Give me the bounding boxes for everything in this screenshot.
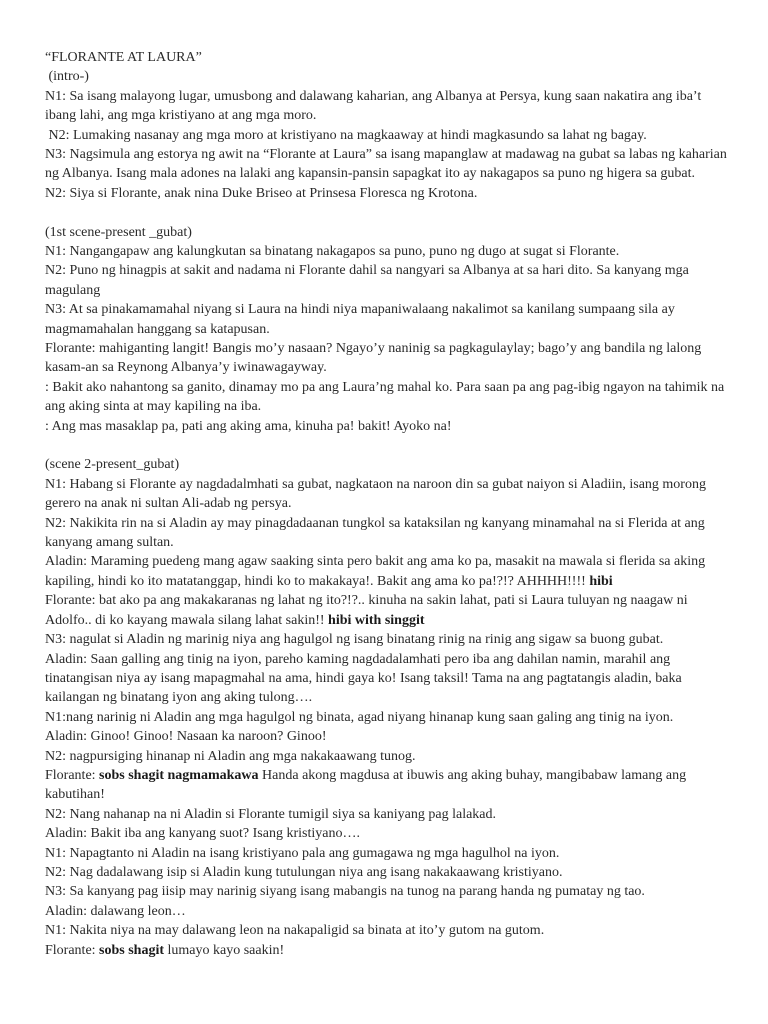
- spacer: [45, 203, 735, 222]
- stage-direction: hibi with singgit: [328, 612, 425, 628]
- scene2-line: N2: Nakikita rin na si Aladin ay may pinagdadaanan tungkol sa kataksilan ng kanyang minamahal na si Flerida at ang kanyang amang sultan.: [45, 515, 705, 551]
- scene1-label: (1st scene-present _gubat): [45, 224, 192, 240]
- scene2-line: [45, 552, 735, 591]
- dialogue-text: Handa akong magdusa at ibuwis ang aking buhay, mangibabaw lamang ang kabutihan!: [45, 767, 690, 803]
- scene2-line: N1: Nakita niya na may dalawang leon na nakapaligid sa binata at ito’y gutom na gutom.: [45, 923, 545, 939]
- scene1-line: Florante: mahiganting langit! Bangis mo’y nasaan? Ngayo’y naninig sa pagkagulaylay; bago’y ang bandila ng lalong kasam-an sa Reynong Albanya’y iwinawagayway.: [45, 341, 702, 376]
- scene2-line: N3: nagulat si Aladin ng marinig niya ang hagulgol ng isang binatang rinig na rinig ang sigaw sa buong gubat.: [45, 632, 664, 648]
- scene2-line: N3: Sa kanyang pag iisip may narinig siyang isang mabangis na tunog na parang handa ng pumatay ng tao.: [45, 884, 645, 900]
- speaker: Florante:: [45, 767, 100, 783]
- script-title: “FLORANTE AT LAURA”: [45, 50, 202, 65]
- scene2-line: Aladin: dalawang leon…: [45, 903, 186, 919]
- intro-label: (intro-): [45, 69, 89, 85]
- speaker: Florante:: [45, 942, 100, 958]
- scene2-line: N2: nagpursiging hinanap ni Aladin ang mga nakakaawang tunog.: [45, 748, 416, 764]
- stage-direction: sobs shagit nagmamakawa: [99, 767, 259, 783]
- scene2-line: N1:nang narinig ni Aladin ang mga hagulgol ng binata, agad niyang hinanap kung saan galing ang tinig na iyon.: [45, 709, 674, 725]
- scene1-line: : Bakit ako nahantong sa ganito, dinamay mo pa ang Laura’ng mahal ko. Para saan pa ang pag-ibig ngayon na tahimik na ang aking sinta at may kapiling na iba.: [45, 379, 725, 415]
- spacer: [45, 436, 735, 455]
- scene2-line: [45, 941, 735, 960]
- stage-direction: sobs shagit: [99, 942, 165, 958]
- scene2-line: N1: Napagtanto ni Aladin na isang kristiyano pala ang gumagawa ng mga hagulhol na iyon.: [45, 845, 560, 861]
- intro-n1: N1: Sa isang malayong lugar, umusbong and dalawang kaharian, ang Albanya at Persya, kung saan nakatira ang iba’t ibang lahi, ang mga kristiyano at ang mga moro.: [45, 88, 702, 124]
- scene2-line: Aladin: Ginoo! Ginoo! Nasaan ka naroon? Ginoo!: [45, 729, 327, 745]
- scene2-line: Aladin: Saan galling ang tinig na iyon, pareho kaming nagdadalamhati pero iba ang dahilan namin, marahil ang tinatangisan niya ay isang mapagmahal na ama, hindi gaya ko! Isang taksil! Tama na ang pagtatangis aladin, baka kailangan ng binatang iyon ang aking tulong….: [45, 651, 682, 706]
- scene2-label: (scene 2-present_gubat): [45, 457, 180, 473]
- intro-n3: N3: Nagsimula ang estorya ng awit na “Florante at Laura” sa isang mapanglaw at madawag na gubat sa labas ng kaharian ng Albanya. Isang mala adones na lalaki ang kapansin-pansin sapagkat ito ay nakagapos sa puno ng higera sa gubat.: [45, 147, 727, 182]
- scene1-line: N2: Puno ng hinagpis at sakit and nadama ni Florante dahil sa nangyari sa Albanya at sa hari dito. Sa kanyang mga magulang: [45, 263, 689, 298]
- intro-n2: N2: Lumaking nasanay ang mga moro at kristiyano na magkaaway at hindi magkasundo sa lahat ng bagay.: [45, 127, 647, 143]
- dialogue-text: lumayo kayo saakin!: [164, 942, 285, 958]
- scene2-line: [45, 591, 735, 630]
- intro-n2-florante: N2: Siya si Florante, anak nina Duke Briseo at Prinsesa Floresca ng Krotona.: [45, 185, 478, 201]
- stage-direction: hibi: [589, 573, 613, 589]
- dialogue-text: Florante: bat ako pa ang makakaranas ng lahat ng ito?!?.. kinuha na sakin lahat, pati si Laura tuluyan ng naagaw ni Adolfo.. di ko kayang mawala silang lahat sakin!!: [45, 593, 691, 628]
- scene2-line: N2: Nag dadalawang isip si Aladin kung tutulungan niya ang isang nakakaawang kristiyano.: [45, 864, 563, 880]
- scene1-line: N1: Nangangapaw ang kalungkutan sa binatang nakagapos sa puno, puno ng dugo at sugat si Florante.: [45, 244, 620, 259]
- document-page: [45, 48, 735, 960]
- scene1-line: N3: At sa pinakamamahal niyang si Laura na hindi niya mapaniwalaang nakalimot sa kanilang sumpaang sila ay magmamahalan hanggang sa katapusan.: [45, 302, 675, 337]
- dialogue-text: Aladin: Maraming puedeng mang agaw saaking sinta pero bakit ang ama ko pa, masakit na mawala si flerida sa aking kapiling, hindi ko ito matatanggap, hindi ko to makakaya!. Bakit ang ama ko pa!?!? AHHHH!!!!: [45, 554, 709, 589]
- scene2-line: N2: Nang nahanap na ni Aladin si Florante tumigil siya sa kaniyang pag lalakad.: [45, 806, 497, 822]
- scene1-line: : Ang mas masaklap pa, pati ang aking ama, kinuha pa! bakit! Ayoko na!: [45, 418, 452, 434]
- scene2-line: N1: Habang si Florante ay nagdadalmhati sa gubat, nagkataon na naroon din sa gubat naiyon si Aladiin, isang morong gerero na anak ni sultan Ali-adab ng persya.: [45, 476, 706, 512]
- scene2-line: [45, 766, 735, 805]
- scene2-line: Aladin: Bakit iba ang kanyang suot? Isang kristiyano….: [45, 826, 360, 842]
